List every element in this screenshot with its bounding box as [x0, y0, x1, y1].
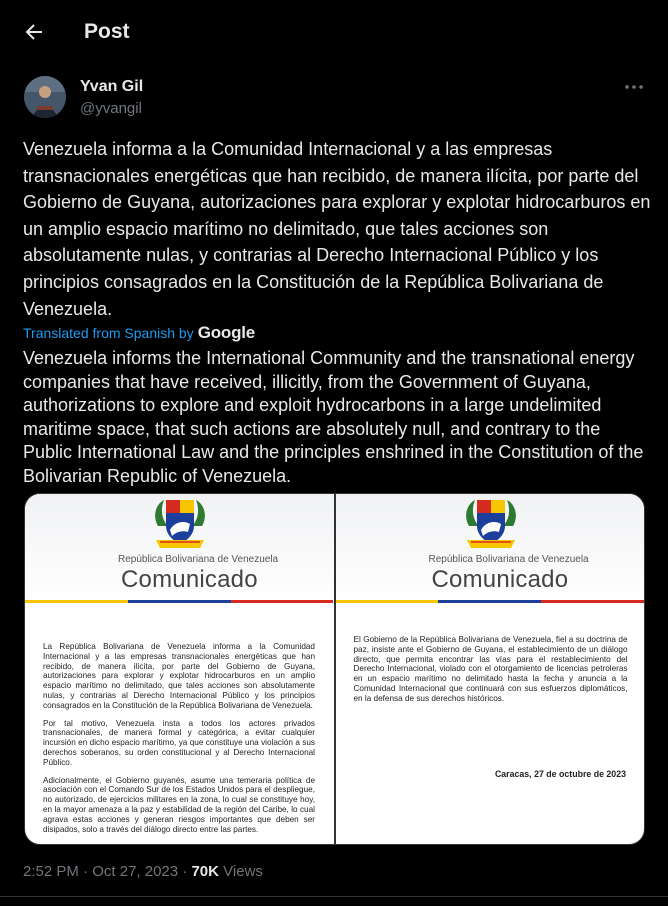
flag-stripe — [25, 600, 334, 603]
page-title: Post — [84, 20, 130, 43]
media-image-2[interactable] — [336, 494, 645, 844]
avatar[interactable] — [24, 76, 66, 118]
doc-republic-label: República Bolivariana de Venezuela — [118, 554, 279, 565]
divider — [0, 896, 668, 897]
views-count[interactable]: 70K — [191, 863, 219, 880]
translated-from-label[interactable]: Translated from Spanish by — [23, 325, 194, 341]
meta-separator: · — [83, 863, 89, 880]
coat-of-arms-icon — [461, 496, 521, 552]
doc-body — [43, 642, 315, 842]
doc-paragraph: La República Bolivariana de Venezuela informa a la Comunidad Internacional y a las empresas transnacionales energéticas que han recibido, de manera ilícita, por parte del Gobierno de Guyana, autorizaciones para explorar y explotar hidrocarburos en un amplio espacio marítimo no delimitado, que tales acciones son absolutamente nulas, y contrarias al Derecho Internacional Público y los principios consagrados en la Constitución de la República Bolivariana de Venezuela. — [43, 642, 315, 710]
google-logo: Google — [197, 323, 256, 342]
translation-attribution[interactable] — [23, 323, 255, 343]
post-meta — [23, 863, 263, 880]
translated-text: Venezuela informs the International Community and the transnational energy companies that have received, illicitly, from the Government of Guyana, authorizations to explore and exploit hydrocarbons in a large undelimited maritime space, that such actions are absolutely null, and contrary to the Public International Law and the principles enshrined in the Constitution of the Bolivarian Republic of Venezuela. — [23, 348, 644, 486]
doc-date: Caracas, 27 de octubre de 2023 — [494, 769, 626, 779]
author-name[interactable]: Yvan Gil — [80, 78, 144, 95]
author-handle[interactable]: @yvangil — [80, 100, 142, 117]
doc-title: Comunicado — [121, 566, 258, 593]
doc-paragraph: Por tal motivo, Venezuela insta a todos los actores privados transnacionales, de manera formal y categórica, a evitar cualquier incursión en dicho espacio marítimo, ya que constituye una violación a sus derechos soberanos, su orden constitucional y al Derecho Internacional Público. — [43, 718, 315, 767]
doc-republic-label: República Bolivariana de Venezuela — [428, 554, 589, 565]
post-time[interactable]: 2:52 PM — [23, 863, 79, 880]
top-bar — [0, 0, 668, 66]
coat-of-arms-icon — [150, 496, 210, 552]
media-image-1[interactable] — [25, 494, 334, 844]
more-horizontal-icon[interactable] — [624, 82, 644, 92]
doc-paragraph: El Gobierno de la República Bolivariana de Venezuela, fiel a su doctrina de paz, insiste ante el Gobierno de Guyana, el establecimiento de un diálogo directo, que permita encontrar las vías para el restablecimiento del Derecho Internacional, violado con el otorgamiento de licencias petroleras en un espacio marítimo no delimitado hasta la fecha y anuncia a la Comunidad Internacional que continuará con sus esfuerzos diplomáticos, en la defensa de sus derechos históricos. — [353, 635, 628, 703]
arrow-left-icon[interactable] — [22, 20, 46, 44]
flag-stripe — [336, 600, 645, 603]
views-label: Views — [223, 863, 263, 880]
doc-paragraph: Adicionalmente, el Gobierno guyanés, asume una temeraria política de asociación con el Comando Sur de los Estados Unidos para el despliegue, no autorizado, de ejercicios militares en la zona, lo cual se constituye hoy, en la mayor amenaza a la paz y estabilidad de la región del Caribe, lo cual agrava estas acciones y generan riesgos importantes que deben ser disipados, solo a través del diálogo directo entre las partes. — [43, 775, 315, 834]
doc-title: Comunicado — [431, 566, 569, 593]
media-grid — [24, 493, 645, 845]
meta-separator: · — [182, 863, 188, 880]
post-text: Venezuela informa a la Comunidad Internacional y a las empresas transnacionales energéticas que han recibido, de manera ilícita, por parte del Gobierno de Guyana, autorizaciones para explorar y explotar hidrocarburos en un amplio espacio marítimo no delimitado, que tales acciones son absolutamente nulas, y contrarias al Derecho Internacional Público y los principios consagrados en la Constitución de la República Bolivariana de Venezuela. — [23, 139, 651, 319]
post-date[interactable]: Oct 27, 2023 — [92, 863, 179, 880]
doc-body — [354, 635, 628, 712]
